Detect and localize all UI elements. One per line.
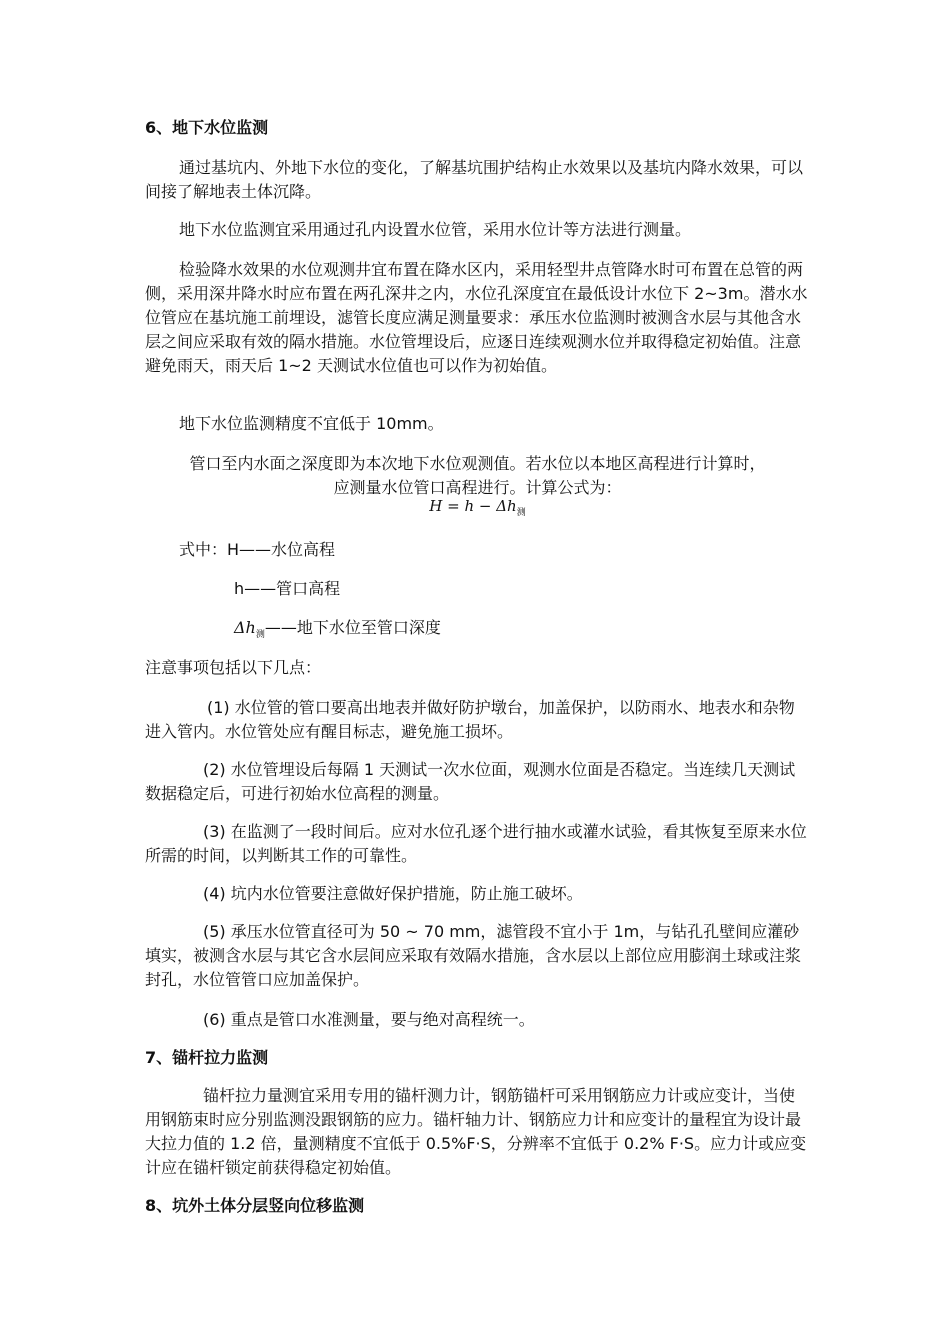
section-6-title: 6、地下水位监测 [145,118,269,137]
definition-H [179,538,335,562]
definition-delta-h [234,616,441,647]
section-6-paragraph-5-line-2: 应测量水位管口高程进行。计算公式为： [333,478,622,497]
note-4: (4) 坑内水位管要注意做好保护措施，防止施工破坏。 [203,884,583,903]
note-5: (5) 承压水位管直径可为 50 ~ 70 mm，滤管段不宜小于 1m，与钻孔孔壁间应灌砂填实，被测含水层与其它含水层间应采取有效隔水措施，含水层以上部位应用膨润土球或注浆封孔，水位管管口应加盖保护。 [145,922,802,989]
formula-expression: H = h − Δh [429,497,517,515]
section-6-paragraph-2: 地下水位监测宜采用通过孔内设置水位管，采用水位计等方法进行测量。 [179,220,692,239]
definition-h: h——管口高程 [234,579,341,598]
note-6: (6) 重点是管口水准测量，要与绝对高程统一。 [203,1010,535,1029]
water-level-formula [145,496,810,523]
definition-prefix: 式中： [179,540,228,559]
notes-title: 注意事项包括以下几点： [145,658,322,677]
note-1: (1) 水位管的管口要高出地表并做好防护墩台，加盖保护，以防雨水、地表水和杂物进入管内。水位管处应有醒目标志，避免施工损坏。 [145,698,795,741]
section-6-paragraph-3: 检验降水效果的水位观测井宜布置在降水区内，采用轻型井点管降水时可布置在总管的两侧，采用深井降水时应布置在两孔深井之内，水位孔深度宜在最低设计水位下 2~3m。潜水水位管应在基坑施工前埋设，滤管长度应满足测量要求：承压水位监测时被测含水层与其他含水层之间应采取有效的隔水措施。水位管埋设后，应逐日连续观测水位并取得稳定初始值。注意避免雨天，雨天后 1~2 天测试水位值也可以作为初始值。 [145,260,808,375]
section-7-paragraph-1: 锚杆拉力量测宜采用专用的锚杆测力计，钢筋锚杆可采用钢筋应力计或应变计，当使用钢筋束时应分别监测没跟钢筋的应力。锚杆轴力计、钢筋应力计和应变计的量程宜为设计最大拉力值的 1.2 倍，量测精度不宜低于 0.5%F·S，分辨率不宜低于 0.2% F·S。应力计或应变计应在锚杆锁定前获得稳定初始值。 [145,1086,807,1177]
note-2: (2) 水位管埋设后每隔 1 天测试一次水位面，观测水位面是否稳定。当连续几天测试数据稳定后，可进行初始水位高程的测量。 [145,760,796,803]
section-7-title: 7、锚杆拉力监测 [145,1048,269,1067]
definition-H-text: H——水位高程 [227,540,336,559]
note-3: (3) 在监测了一段时间后。应对水位孔逐个进行抽水或灌水试验，看其恢复至原来水位所需的时间，以判断其工作的可靠性。 [145,822,807,865]
section-6-paragraph-4: 地下水位监测精度不宜低于 10mm。 [179,414,444,433]
delta-h-text: ——地下水位至管口深度 [264,618,441,637]
formula-subscript: 测 [516,508,526,518]
section-8-title: 8、坑外土体分层竖向位移监测 [145,1196,365,1215]
delta-h-symbol: Δh [234,618,256,637]
delta-h-subscript: 测 [255,630,265,640]
section-6-paragraph-1: 通过基坑内、外地下水位的变化，了解基坑围护结构止水效果以及基坑内降水效果，可以间接了解地表土体沉降。 [145,158,804,201]
section-6-paragraph-5-line-1: 管口至内水面之深度即为本次地下水位观测值。若水位以本地区高程进行计算时， [189,454,766,473]
